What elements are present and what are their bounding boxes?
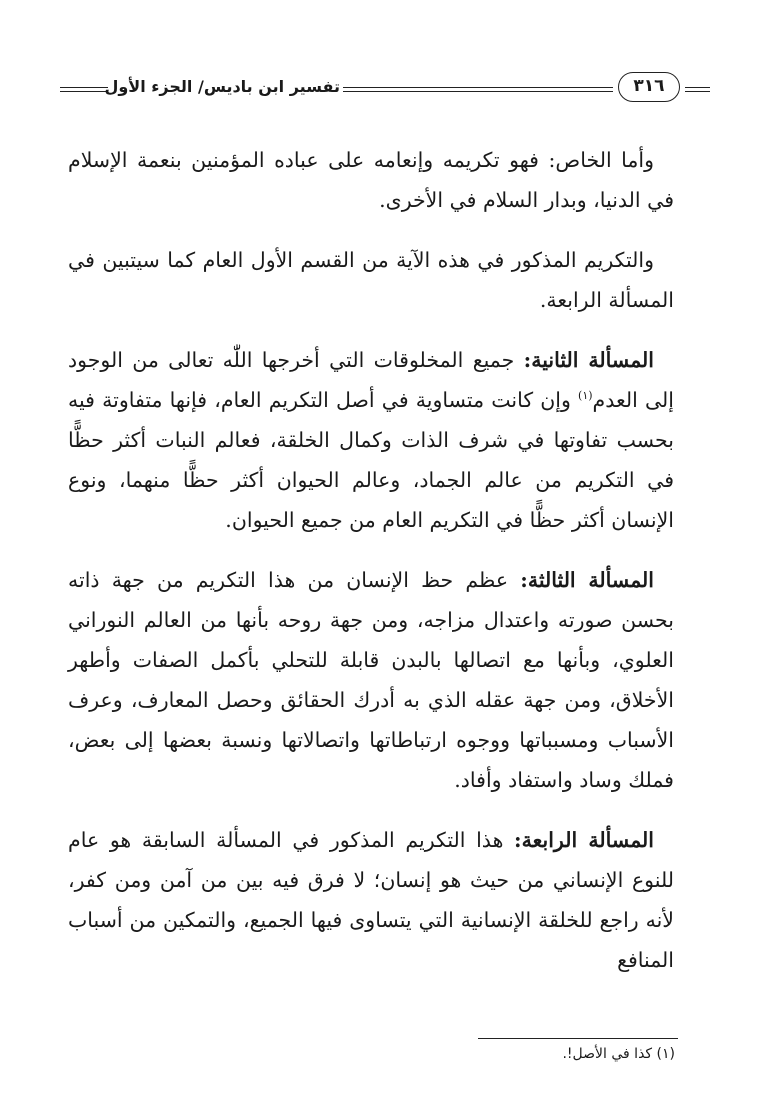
paragraph-text: والتكريم المذكور في هذه الآية من القسم الأول العام كما سيتبين في المسألة الرابعة. — [68, 248, 674, 312]
main-text — [68, 140, 674, 1000]
paragraph-text: هذا التكريم المذكور في المسألة السابقة هو عام للنوع الإنساني من حيث هو إنسان؛ لا فرق فيه بين من آمن ومن كفر، لأنه راجع للخلقة الإنسانية التي يتساوى فيها الجميع، والتمكين من أسباب المنافع — [68, 828, 674, 972]
header-rule-left — [60, 87, 108, 92]
paragraph-general-honor — [68, 240, 674, 320]
paragraph-text: وأما الخاص: فهو تكريمه وإنعامه على عباده المؤمنين بنعمة الإسلام في الدنيا، وبدار السلام في الأخرى. — [68, 148, 674, 212]
paragraph-third-issue — [68, 560, 674, 800]
footnote: (١) كذا في الأصل!. — [562, 1046, 675, 1062]
paragraph-text: جميع المخلوقات التي أخرجها اللّٰه تعالى من الوجود إلى العدم — [68, 348, 674, 412]
footnote-divider — [478, 1038, 678, 1039]
paragraph-text: وإن كانت متساوية في أصل التكريم العام، فإنها متفاوتة فيه بحسب تفاوتها في شرف الذات وكمال الخلقة، فعالم النبات أكثر حظًّا في التكريم من عالم الجماد، وعالم الحيوان أكثر حظًّا منهما، ونوع الإنسان أكثر حظًّا في التكريم العام من جميع الحيوان. — [68, 388, 674, 532]
paragraph-private-honor — [68, 140, 674, 220]
page-number: ٣١٦ — [618, 72, 680, 102]
issue-heading: المسألة الرابعة: — [514, 828, 654, 852]
header-rule-middle — [343, 87, 613, 92]
paragraph-second-issue — [68, 340, 674, 540]
issue-heading: المسألة الثالثة: — [520, 568, 654, 592]
page-header — [60, 70, 710, 110]
footnote-reference: (١) — [578, 389, 593, 403]
paragraph-fourth-issue — [68, 820, 674, 980]
issue-heading: المسألة الثانية: — [523, 348, 654, 372]
paragraph-text: عظم حظ الإنسان من هذا التكريم من جهة ذاته بحسن صورته واعتدال مزاجه، ومن جهة روحه بأنها من العالم النوراني العلوي، وبأنها مع اتصالها بالبدن قابلة للتحلي بأكمل الصفات وأطهر الأخلاق، ومن جهة عقله الذي به أدرك الحقائق وحصل المعارف، وعرف الأسباب ومسبباتها ووجوه ارتباطاتها واتصالاتها ونسبة بعضها إلى بعض، فملك وساد واستفاد وأفاد. — [68, 568, 674, 792]
running-title: تفسير ابن باديس/ الجزء الأول — [104, 77, 340, 96]
header-rule-right — [685, 87, 710, 92]
